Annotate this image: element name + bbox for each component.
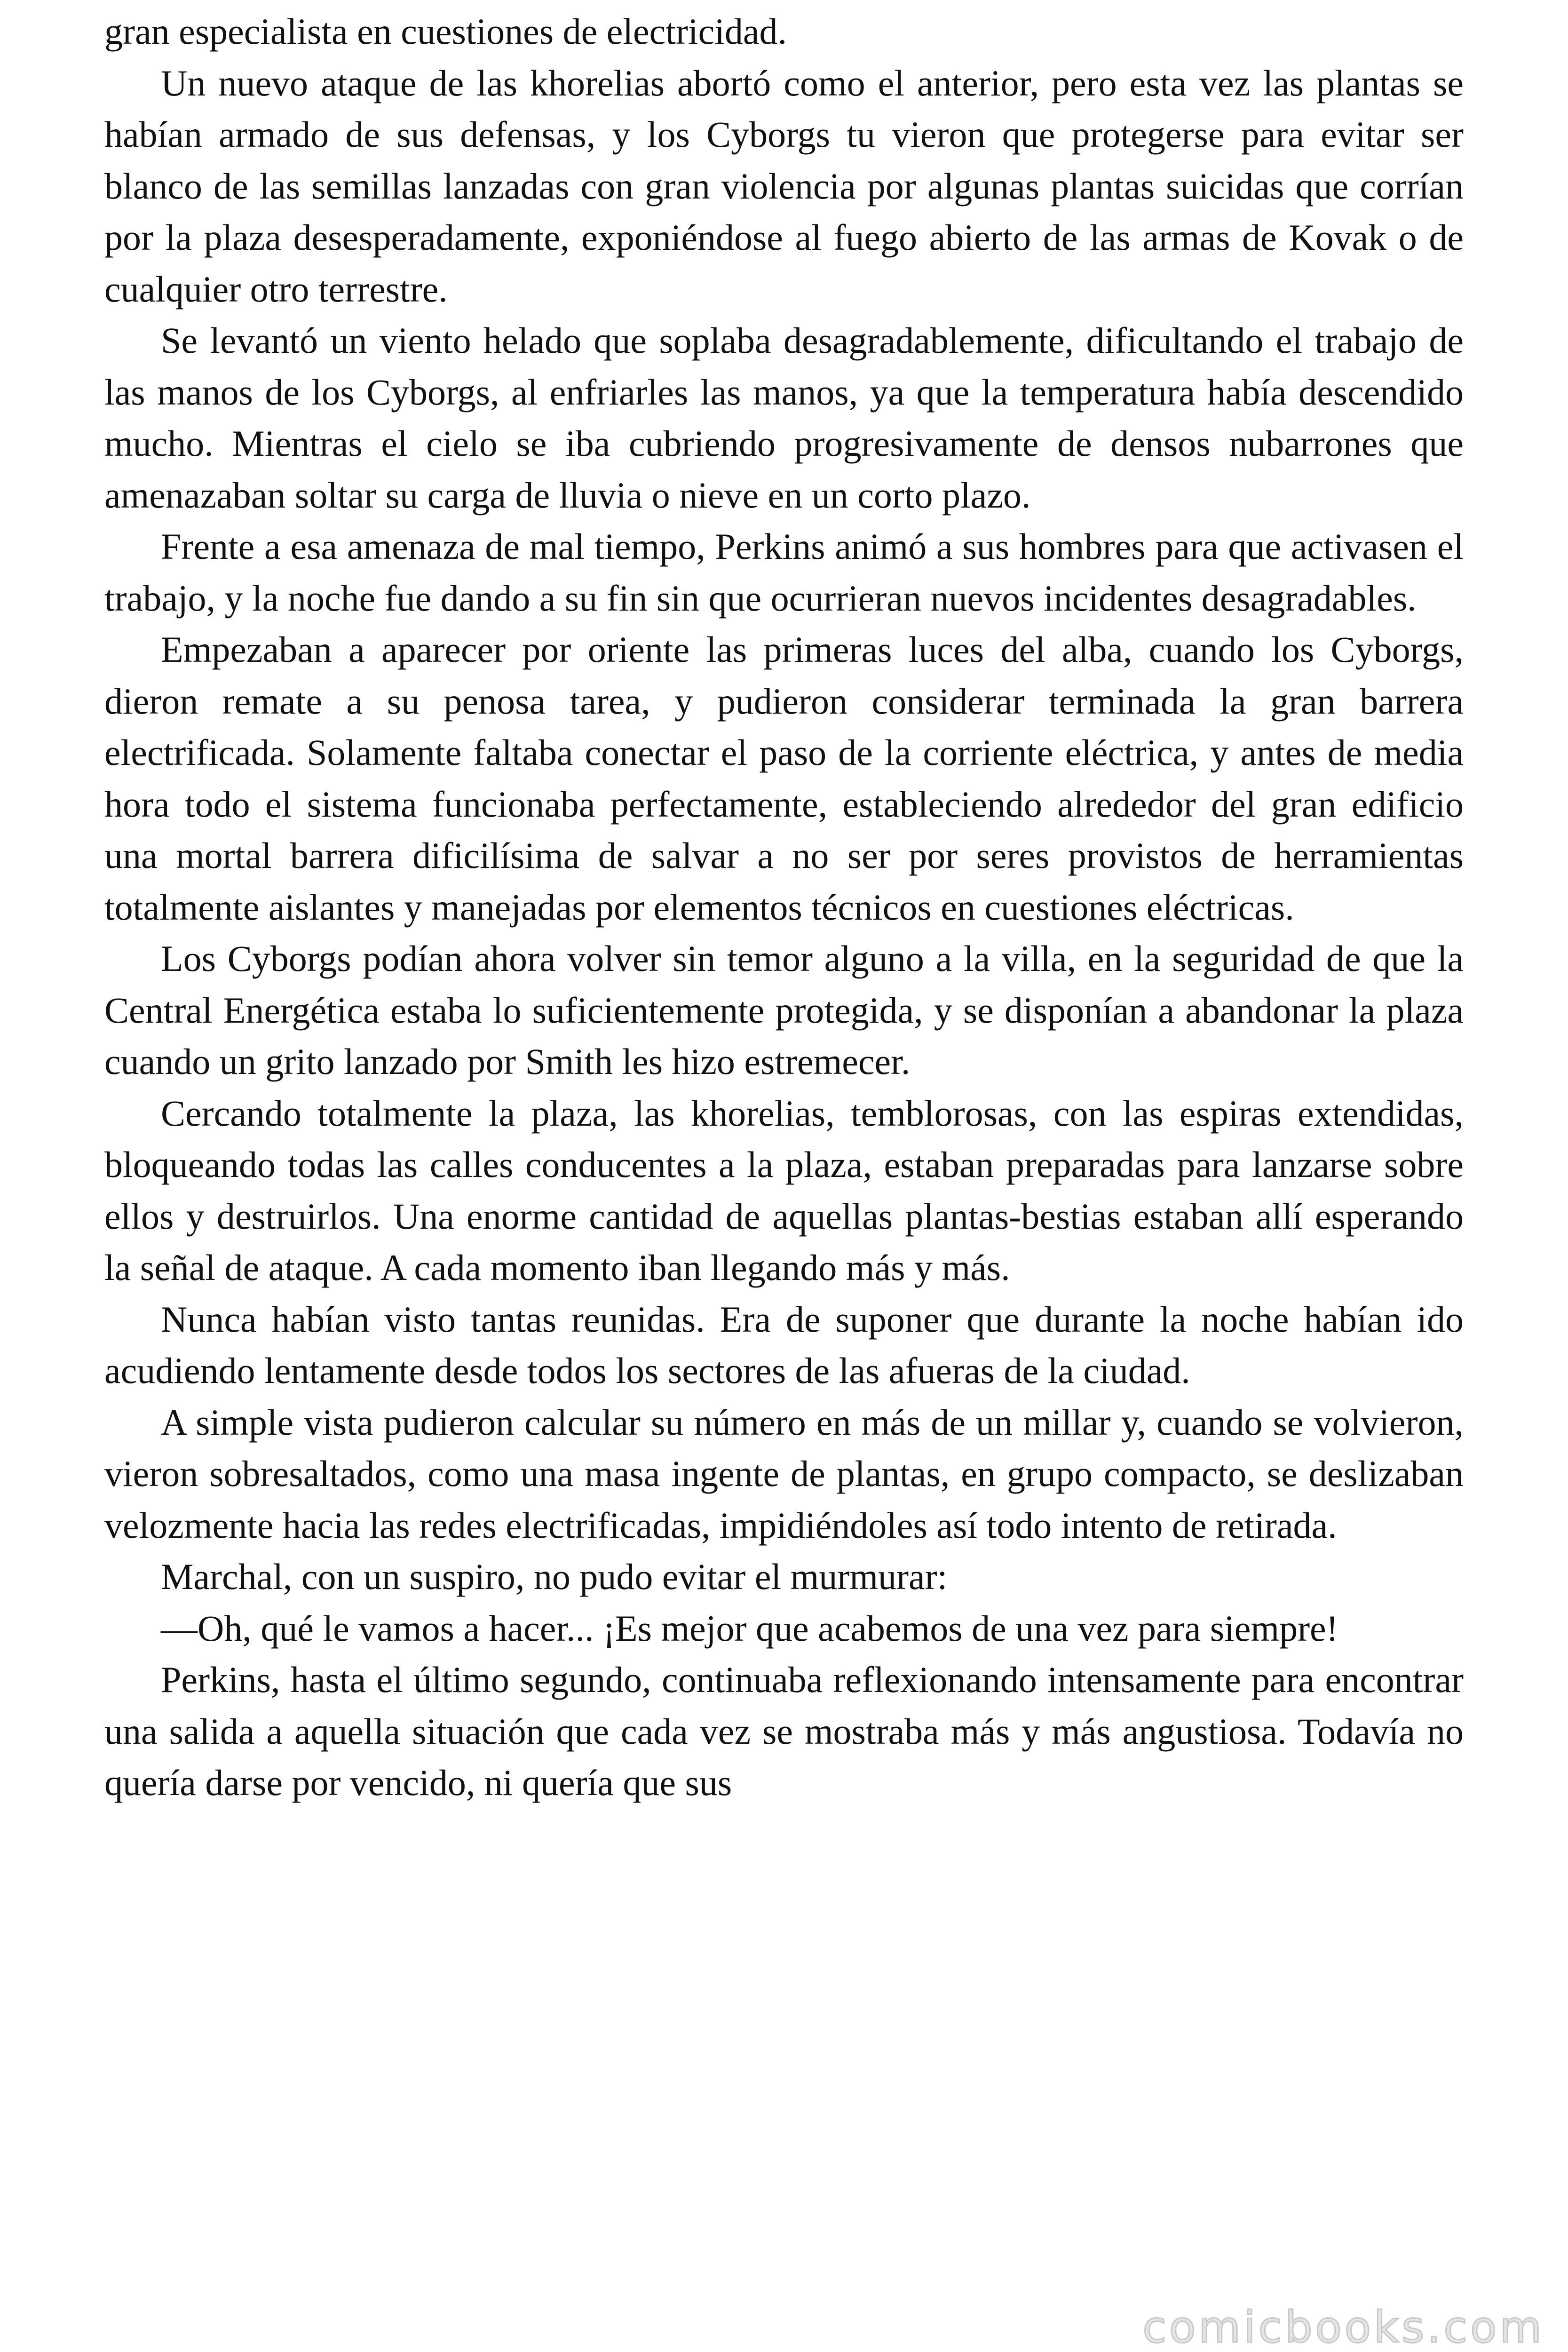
body-text: [104, 6, 1464, 1809]
paragraph: Cercando totalmente la plaza, las khorelias, temblorosas, con las espiras extendidas, bloqueando todas las calles conducentes a la plaza, estaban preparadas para lanzarse sobre ellos y destruirlos. Una enorme cantidad de aquellas plantas-bestias estaban allí esperando la señal de ataque. A cada momento iban llegando más y más.: [104, 1092, 1464, 1288]
paragraph: Perkins, hasta el último segundo, continuaba reflexionando intensamente para encontrar una salida a aquella situación que cada vez se mostraba más y más angustiosa. Todavía no quería darse por vencido, ni quería que sus: [104, 1659, 1464, 1803]
paragraph: Se levantó un viento helado que soplaba desagradablemente, dificultando el trabajo de las manos de los Cyborgs, al enfriarles las manos, ya que la temperatura había descendido mucho. Mientras el cielo se iba cubriendo progresivamente de densos nubarrones que amenazaban soltar su carga de lluvia o nieve en un corto plazo.: [104, 320, 1464, 516]
paragraph: Frente a esa amenaza de mal tiempo, Perkins animó a sus hombres para que activasen el trabajo, y la noche fue dando a su fin sin que ocurrieran nuevos incidentes desagradables.: [104, 526, 1464, 619]
paragraph: Los Cyborgs podían ahora volver sin temor alguno a la villa, en la seguridad de que la Central Energética estaba lo suficientemente protegida, y se disponían a abandonar la plaza cuando un grito lanzado por Smith les hizo estremecer.: [104, 938, 1464, 1082]
paragraph: Nunca habían visto tantas reunidas. Era de suponer que durante la noche habían ido acudiendo lentamente desde todos los sectores de las afueras de la ciudad.: [104, 1298, 1464, 1391]
paragraph: A simple vista pudieron calcular su número en más de un millar y, cuando se volvieron, vieron sobresaltados, como una masa ingente de plantas, en grupo compacto, se deslizaban velozmente hacia las redes electrificadas, impidiéndoles así todo intento de retirada.: [104, 1401, 1464, 1546]
watermark: comicbooks.com: [1138, 2304, 1549, 2351]
paragraph: gran especialista en cuestiones de electricidad.: [104, 11, 787, 52]
paragraph: Marchal, con un suspiro, no pudo evitar el murmurar:: [161, 1556, 948, 1597]
paragraph: Empezaban a aparecer por oriente las primeras luces del alba, cuando los Cyborgs, dieron remate a su penosa tarea, y pudieron considerar terminada la gran barrera electrificada. Solamente faltaba conectar el paso de la corriente eléctrica, y antes de media hora todo el sistema funcionaba perfectamente, estableciendo alrededor del gran edificio una mortal barrera dificilísima de salvar a no ser por seres provistos de herramientas totalmente aislantes y manejadas por elementos técnicos en cuestiones eléctricas.: [104, 629, 1464, 928]
paragraph: —Oh, qué le vamos a hacer... ¡Es mejor que acabemos de una vez para siempre!: [161, 1607, 1338, 1649]
paragraph: Un nuevo ataque de las khorelias abortó como el anterior, pero esta vez las plantas se habían armado de sus defensas, y los Cyborgs tu vieron que protegerse para evitar ser blanco de las semillas lanzadas con gran violencia por algunas plantas suicidas que corrían por la plaza desesperadamente, exponiéndose al fuego abierto de las armas de Kovak o de cualquier otro terrestre.: [104, 62, 1464, 310]
